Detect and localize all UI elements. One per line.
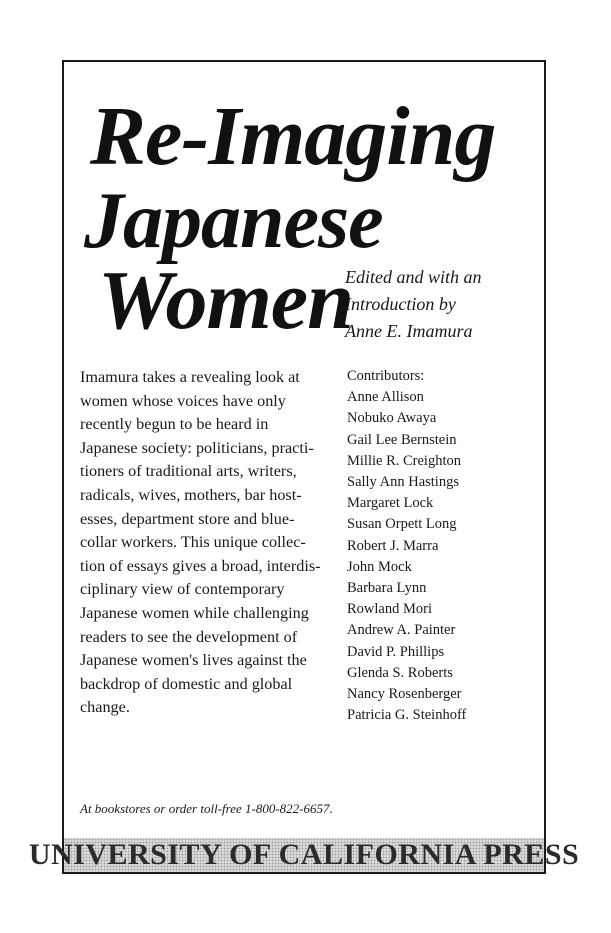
editor-credit-line-2: Introduction by: [345, 294, 456, 314]
description-line: recently begun to be heard in: [80, 415, 269, 434]
contributor-name: Nobuko Awaya: [347, 410, 437, 427]
publisher-banner: [28, 838, 580, 872]
contributor-name: Margaret Lock: [347, 495, 434, 512]
contributor-name: John Mock: [347, 558, 412, 575]
contributor-name: Patricia G. Steinhoff: [347, 707, 467, 724]
description-line: tioners of traditional arts, writers,: [80, 462, 297, 481]
contributors-heading: Contributors:: [347, 368, 425, 384]
book-title-line-3: Women: [98, 254, 353, 347]
description-line: readers to see the development of: [80, 627, 298, 646]
contributor-name: Susan Orpett Long: [347, 516, 457, 533]
description-line: Imamura takes a revealing look at: [80, 368, 300, 386]
contributor-name: Gail Lee Bernstein: [347, 431, 457, 448]
description-line: tion of essays gives a broad, interdis-: [80, 556, 321, 575]
contributors-list: [347, 366, 542, 726]
description-line: collar workers. This unique collec-: [80, 533, 306, 552]
description-line: women whose voices have only: [80, 391, 286, 410]
book-title-line-1: Re-Imaging: [90, 90, 496, 183]
description-line: change.: [80, 698, 130, 717]
description-line: Japanese women's lives against the: [80, 651, 307, 670]
description-line: backdrop of domestic and global: [80, 674, 293, 693]
description-line: Japanese women while challenging: [80, 603, 309, 622]
book-description: [80, 366, 330, 720]
publisher-name: UNIVERSITY OF CALIFORNIA PRESS: [28, 838, 580, 871]
contributor-name: Andrew A. Painter: [347, 622, 456, 639]
contributor-name: Sally Ann Hastings: [347, 474, 459, 491]
description-line: Japanese society: politicians, practi-: [80, 438, 314, 457]
contributor-name: Barbara Lynn: [347, 580, 427, 597]
contributor-name: Millie R. Creighton: [347, 452, 461, 469]
editor-credit: [345, 264, 545, 345]
contributor-name: Nancy Rosenberger: [347, 686, 462, 703]
editor-name: Anne E. Imamura: [345, 321, 473, 341]
contributor-name: Anne Allison: [347, 389, 424, 406]
book-title-line-2: Japanese: [84, 177, 383, 265]
description-line: radicals, wives, mothers, bar host-: [80, 485, 302, 504]
editor-credit-line-1: Edited and with an: [345, 267, 482, 287]
contributor-name: David P. Phillips: [347, 643, 445, 660]
contributor-name: Rowland Mori: [347, 601, 432, 618]
description-line: esses, department store and blue-: [80, 509, 295, 528]
order-info: At bookstores or order toll-free 1-800-822-6657.: [80, 801, 333, 816]
contributor-name: Glenda S. Roberts: [347, 664, 453, 681]
description-line: ciplinary view of contemporary: [80, 580, 285, 599]
contributor-name: Robert J. Marra: [347, 537, 439, 554]
